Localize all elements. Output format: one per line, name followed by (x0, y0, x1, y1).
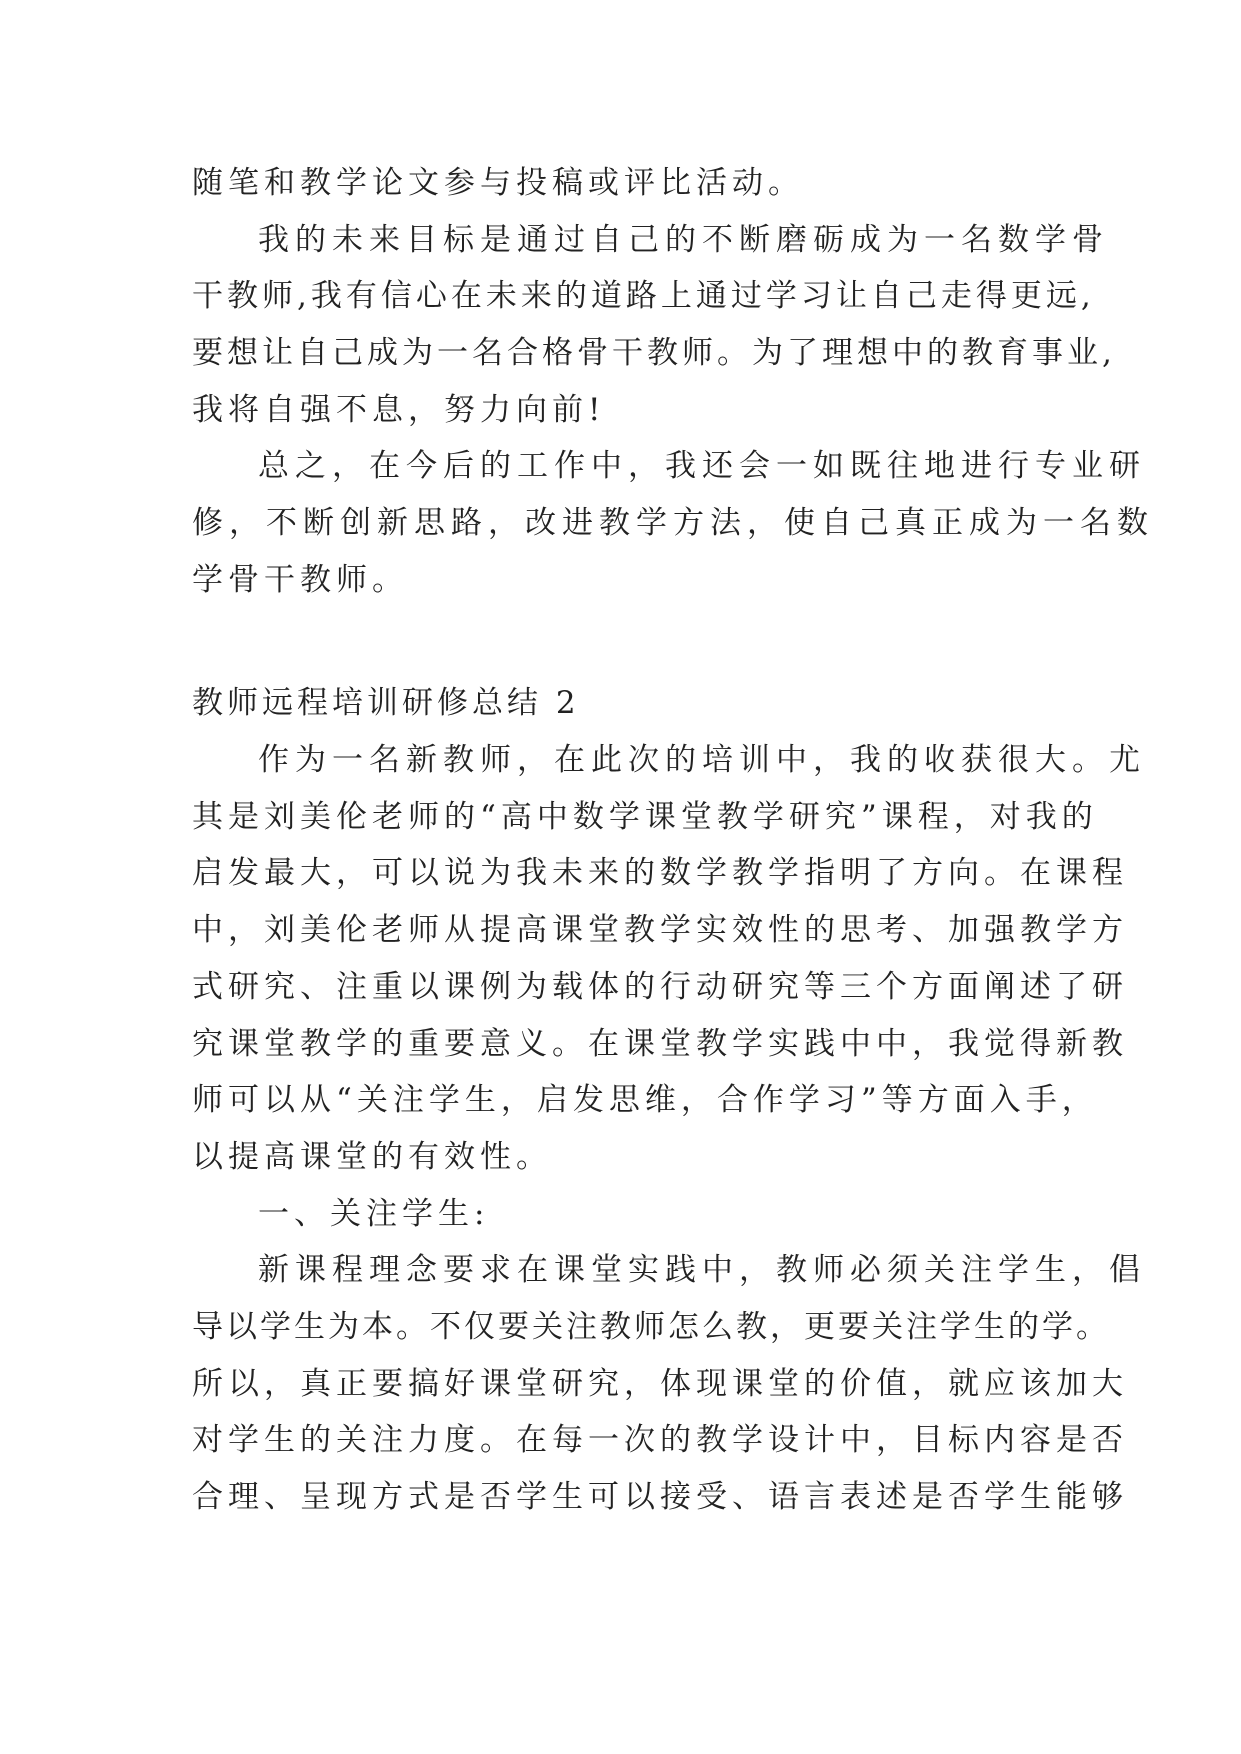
paragraph-line: 其是刘美伦老师的“高中数学课堂教学研究”课程，对我的 (192, 799, 1098, 835)
paragraph-line: 究课堂教学的重要意义。在课堂教学实践中中，我觉得新教 (192, 1026, 1128, 1062)
paragraph-line: 要想让自己成为一名合格骨干教师。为了理想中的教育事业, (192, 335, 1116, 371)
paragraph-line: 式研究、注重以课例为载体的行动研究等三个方面阐述了研 (192, 969, 1128, 1005)
paragraph-line: 导以学生为本。不仅要关注教师怎么教，更要关注学生的学。 (192, 1309, 1110, 1345)
section-title: 教师远程培训研修总结 2 (192, 685, 580, 721)
paragraph-line: 总之，在今后的工作中，我还会一如既往地进行专业研 (258, 448, 1146, 484)
paragraph-line: 合理、呈现方式是否学生可以接受、语言表述是否学生能够 (192, 1479, 1128, 1515)
paragraph-line: 启发最大，可以说为我未来的数学教学指明了方向。在课程 (192, 855, 1128, 891)
paragraph-line: 修，不断创新思路，改进教学方法，使自己真正成为一名数 (192, 505, 1154, 541)
paragraph-line: 以提高课堂的有效性。 (192, 1139, 552, 1175)
paragraph-line: 师可以从“关注学生，启发思维，合作学习”等方面入手， (192, 1082, 1098, 1118)
paragraph-line: 我将自强不息，努力向前! (192, 392, 606, 428)
paragraph-line: 随笔和教学论文参与投稿或评比活动。 (192, 165, 804, 201)
paragraph-line: 对学生的关注力度。在每一次的教学设计中，目标内容是否 (192, 1422, 1128, 1458)
paragraph-line: 干教师,我有信心在未来的道路上通过学习让自己走得更远, (192, 278, 1095, 314)
paragraph-line: 学骨干教师。 (192, 562, 408, 598)
paragraph-line: 所以，真正要搞好课堂研究，体现课堂的价值，就应该加大 (192, 1366, 1128, 1402)
paragraph-line: 中，刘美伦老师从提高课堂教学实效性的思考、加强教学方 (192, 912, 1128, 948)
subheading: 一、关注学生: (258, 1196, 490, 1232)
paragraph-line: 新课程理念要求在课堂实践中，教师必须关注学生，倡 (258, 1252, 1146, 1288)
paragraph-line: 作为一名新教师，在此次的培训中，我的收获很大。尤 (258, 742, 1146, 778)
paragraph-line: 我的未来目标是通过自己的不断磨砺成为一名数学骨 (258, 222, 1109, 258)
